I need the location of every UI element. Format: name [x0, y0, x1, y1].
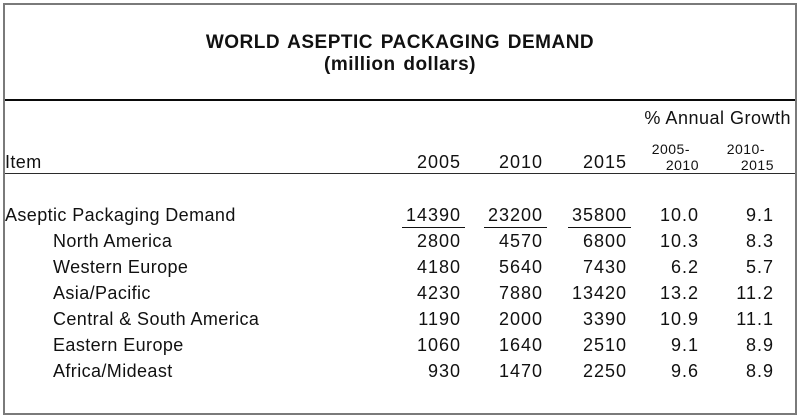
cell-value: 9.1 [745, 205, 774, 225]
growth-column-header-2005-2010 [627, 141, 699, 173]
cell-value: 7430 [582, 257, 627, 277]
cell-value: 8.3 [745, 231, 774, 251]
growth-group-header: % Annual Growth [644, 108, 791, 128]
page-title: WORLD ASEPTIC PACKAGING DEMAND [205, 32, 595, 53]
cell-value: 4570 [498, 231, 543, 251]
row-label: Western Europe [53, 257, 189, 277]
page-subtitle: (million dollars) [324, 54, 476, 75]
table-row [5, 332, 795, 358]
spacer-cell [774, 141, 795, 173]
item-column-header: Item [5, 152, 42, 172]
year-column-header-2005: 2005 [416, 152, 461, 172]
growth-header-line2: 2015 [740, 157, 774, 173]
growth-header-line1: 2005- [651, 141, 690, 157]
data-table [5, 202, 795, 384]
cell-value: 4230 [416, 283, 461, 303]
row-label: Central & South America [53, 309, 260, 329]
cell-value: 6.2 [670, 257, 699, 277]
header-grid [5, 141, 795, 173]
table-row [5, 306, 795, 332]
cell-value: 8.9 [745, 335, 774, 355]
row-label: Eastern Europe [53, 335, 184, 355]
table-frame [3, 3, 797, 415]
header-divider [5, 173, 795, 174]
table-row [5, 202, 795, 228]
row-label: Africa/Mideast [53, 361, 173, 381]
spacer-cell [774, 280, 795, 306]
table-row [5, 280, 795, 306]
spacer-cell [774, 202, 795, 228]
row-label: North America [53, 231, 173, 251]
title-block [5, 5, 795, 99]
cell-value: 13420 [571, 283, 627, 303]
cell-value: 1470 [498, 361, 543, 381]
table-row [5, 358, 795, 384]
table-row [5, 228, 795, 254]
cell-value: 2000 [498, 309, 543, 329]
spacer-cell [774, 254, 795, 280]
cell-value: 14390 [377, 202, 461, 228]
cell-value: 2510 [582, 335, 627, 355]
cell-value: 5640 [498, 257, 543, 277]
cell-value: 930 [427, 361, 461, 381]
cell-value: 10.9 [659, 309, 699, 329]
cell-value: 7880 [498, 283, 543, 303]
cell-value: 6800 [582, 231, 627, 251]
year-column-header-2010: 2010 [498, 152, 543, 172]
cell-value: 23200 [461, 202, 543, 228]
cell-value: 10.3 [659, 231, 699, 251]
cell-value: 1640 [498, 335, 543, 355]
cell-value: 2800 [416, 231, 461, 251]
table-row [5, 254, 795, 280]
cell-value: 11.2 [736, 283, 774, 303]
growth-header-line1: 2010- [726, 141, 765, 157]
cell-value: 35800 [543, 202, 627, 228]
spacer-cell [774, 228, 795, 254]
spacer-cell [774, 306, 795, 332]
row-label: Aseptic Packaging Demand [5, 205, 236, 225]
cell-value: 8.9 [745, 361, 774, 381]
growth-column-header-2010-2015 [699, 141, 774, 173]
cell-value: 10.0 [659, 205, 699, 225]
cell-value: 2250 [582, 361, 627, 381]
cell-value: 9.6 [670, 361, 699, 381]
table-body [5, 202, 795, 384]
growth-header-line2: 2010 [665, 157, 699, 173]
year-column-header-2015: 2015 [582, 152, 627, 172]
table-header [5, 101, 795, 173]
cell-value: 13.2 [659, 283, 699, 303]
cell-value: 11.1 [736, 309, 774, 329]
cell-value: 1190 [418, 309, 461, 329]
cell-value: 5.7 [745, 257, 774, 277]
cell-value: 4180 [416, 257, 461, 277]
cell-value: 9.1 [670, 335, 699, 355]
cell-value: 3390 [582, 309, 627, 329]
spacer-cell [774, 358, 795, 384]
row-label: Asia/Pacific [53, 283, 151, 303]
spacer-cell [774, 332, 795, 358]
cell-value: 1060 [416, 335, 461, 355]
